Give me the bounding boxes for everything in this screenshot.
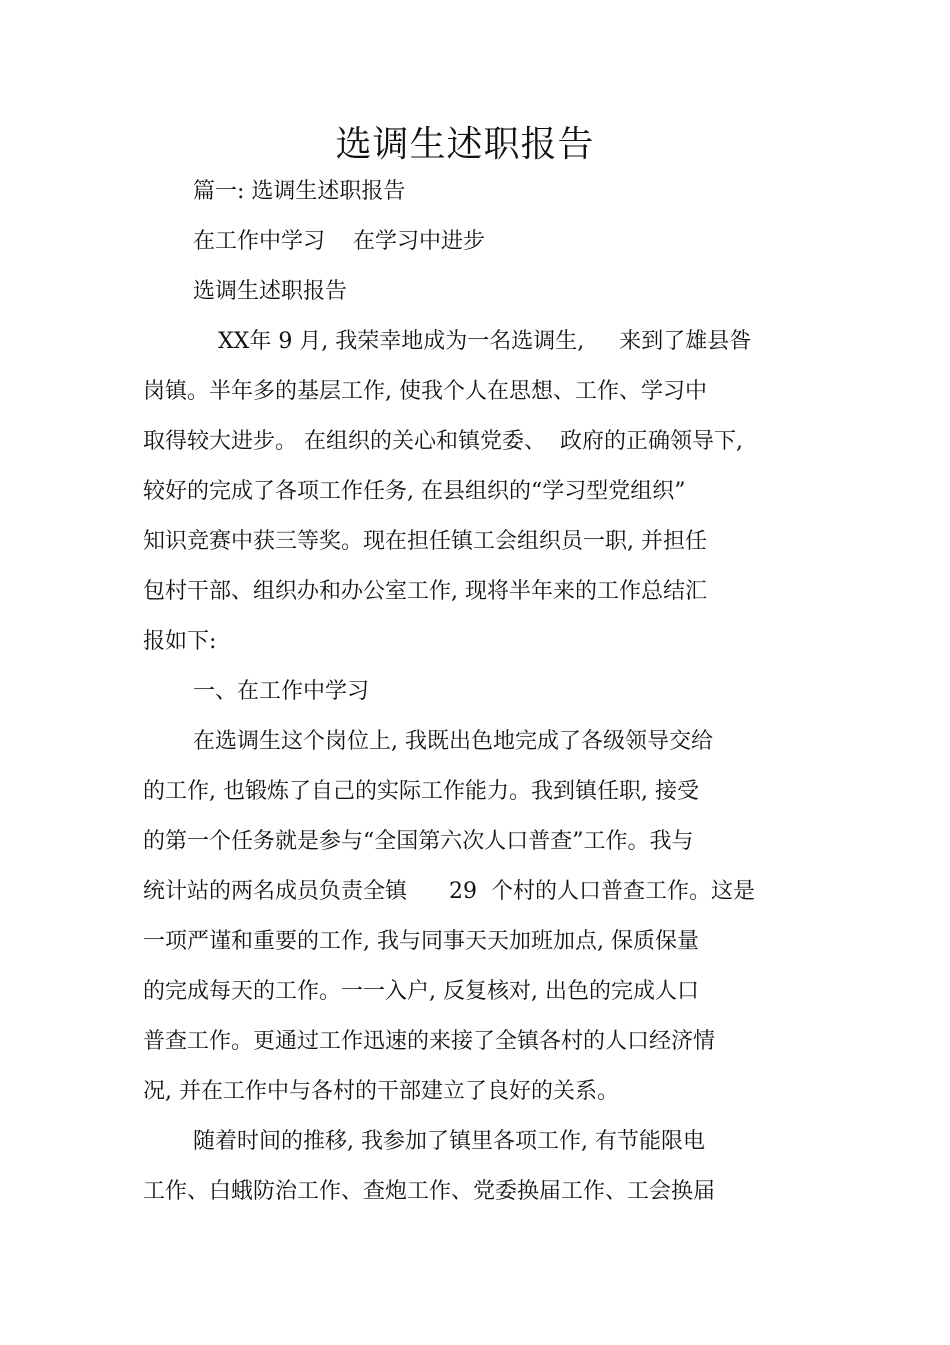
paragraph-line: 一项严谨和重要的工作, 我与同事天天加班加点, 保质保量 bbox=[143, 929, 699, 954]
paragraph-line: 随着时间的推移, 我参加了镇里各项工作, 有节能限电 bbox=[193, 1129, 705, 1154]
paragraph-line: XX年 9 月, 我荣幸地成为一名选调生, 来到了雄县昝 bbox=[218, 329, 752, 354]
section-heading: 一、在工作中学习 bbox=[193, 679, 370, 704]
subtitle-line: 在工作中学习 在学习中进步 bbox=[193, 229, 485, 254]
paragraph-line: 在选调生这个岗位上, 我既出色地完成了各级领导交给 bbox=[193, 729, 713, 754]
paragraph-line: 工作、白蛾防治工作、查炮工作、党委换届工作、工会换届 bbox=[143, 1179, 716, 1204]
report-heading: 选调生述职报告 bbox=[193, 279, 348, 304]
section-heading: 篇一: 选调生述职报告 bbox=[193, 179, 406, 204]
paragraph-line: 统计站的两名成员负责全镇 29 个村的人口普查工作。这是 bbox=[143, 879, 755, 904]
document-title: 选调生述职报告 bbox=[335, 124, 595, 165]
paragraph-line: 的工作, 也锻炼了自己的实际工作能力。我到镇任职, 接受 bbox=[143, 779, 699, 804]
paragraph-line: 较好的完成了各项工作任务, 在县组织的“学习型党组织” bbox=[143, 479, 686, 504]
paragraph-line: 包村干部、组织办和办公室工作, 现将半年来的工作总结汇 bbox=[143, 579, 707, 604]
paragraph-line: 岗镇。半年多的基层工作, 使我个人在思想、工作、学习中 bbox=[143, 379, 707, 404]
paragraph-line: 的完成每天的工作。一一入户, 反复核对, 出色的完成人口 bbox=[143, 979, 699, 1004]
paragraph-line: 报如下: bbox=[143, 629, 217, 654]
paragraph-line: 况, 并在工作中与各村的干部建立了良好的关系。 bbox=[143, 1079, 619, 1104]
paragraph-line: 普查工作。更通过工作迅速的来接了全镇各村的人口经济情 bbox=[143, 1029, 716, 1054]
paragraph-line: 的第一个任务就是参与“全国第六次人口普查”工作。我与 bbox=[143, 829, 694, 854]
paragraph-line: 知识竞赛中获三等奖。现在担任镇工会组织员一职, 并担任 bbox=[143, 529, 707, 554]
paragraph-line: 取得较大进步。 在组织的关心和镇党委、 政府的正确领导下, bbox=[143, 429, 743, 454]
